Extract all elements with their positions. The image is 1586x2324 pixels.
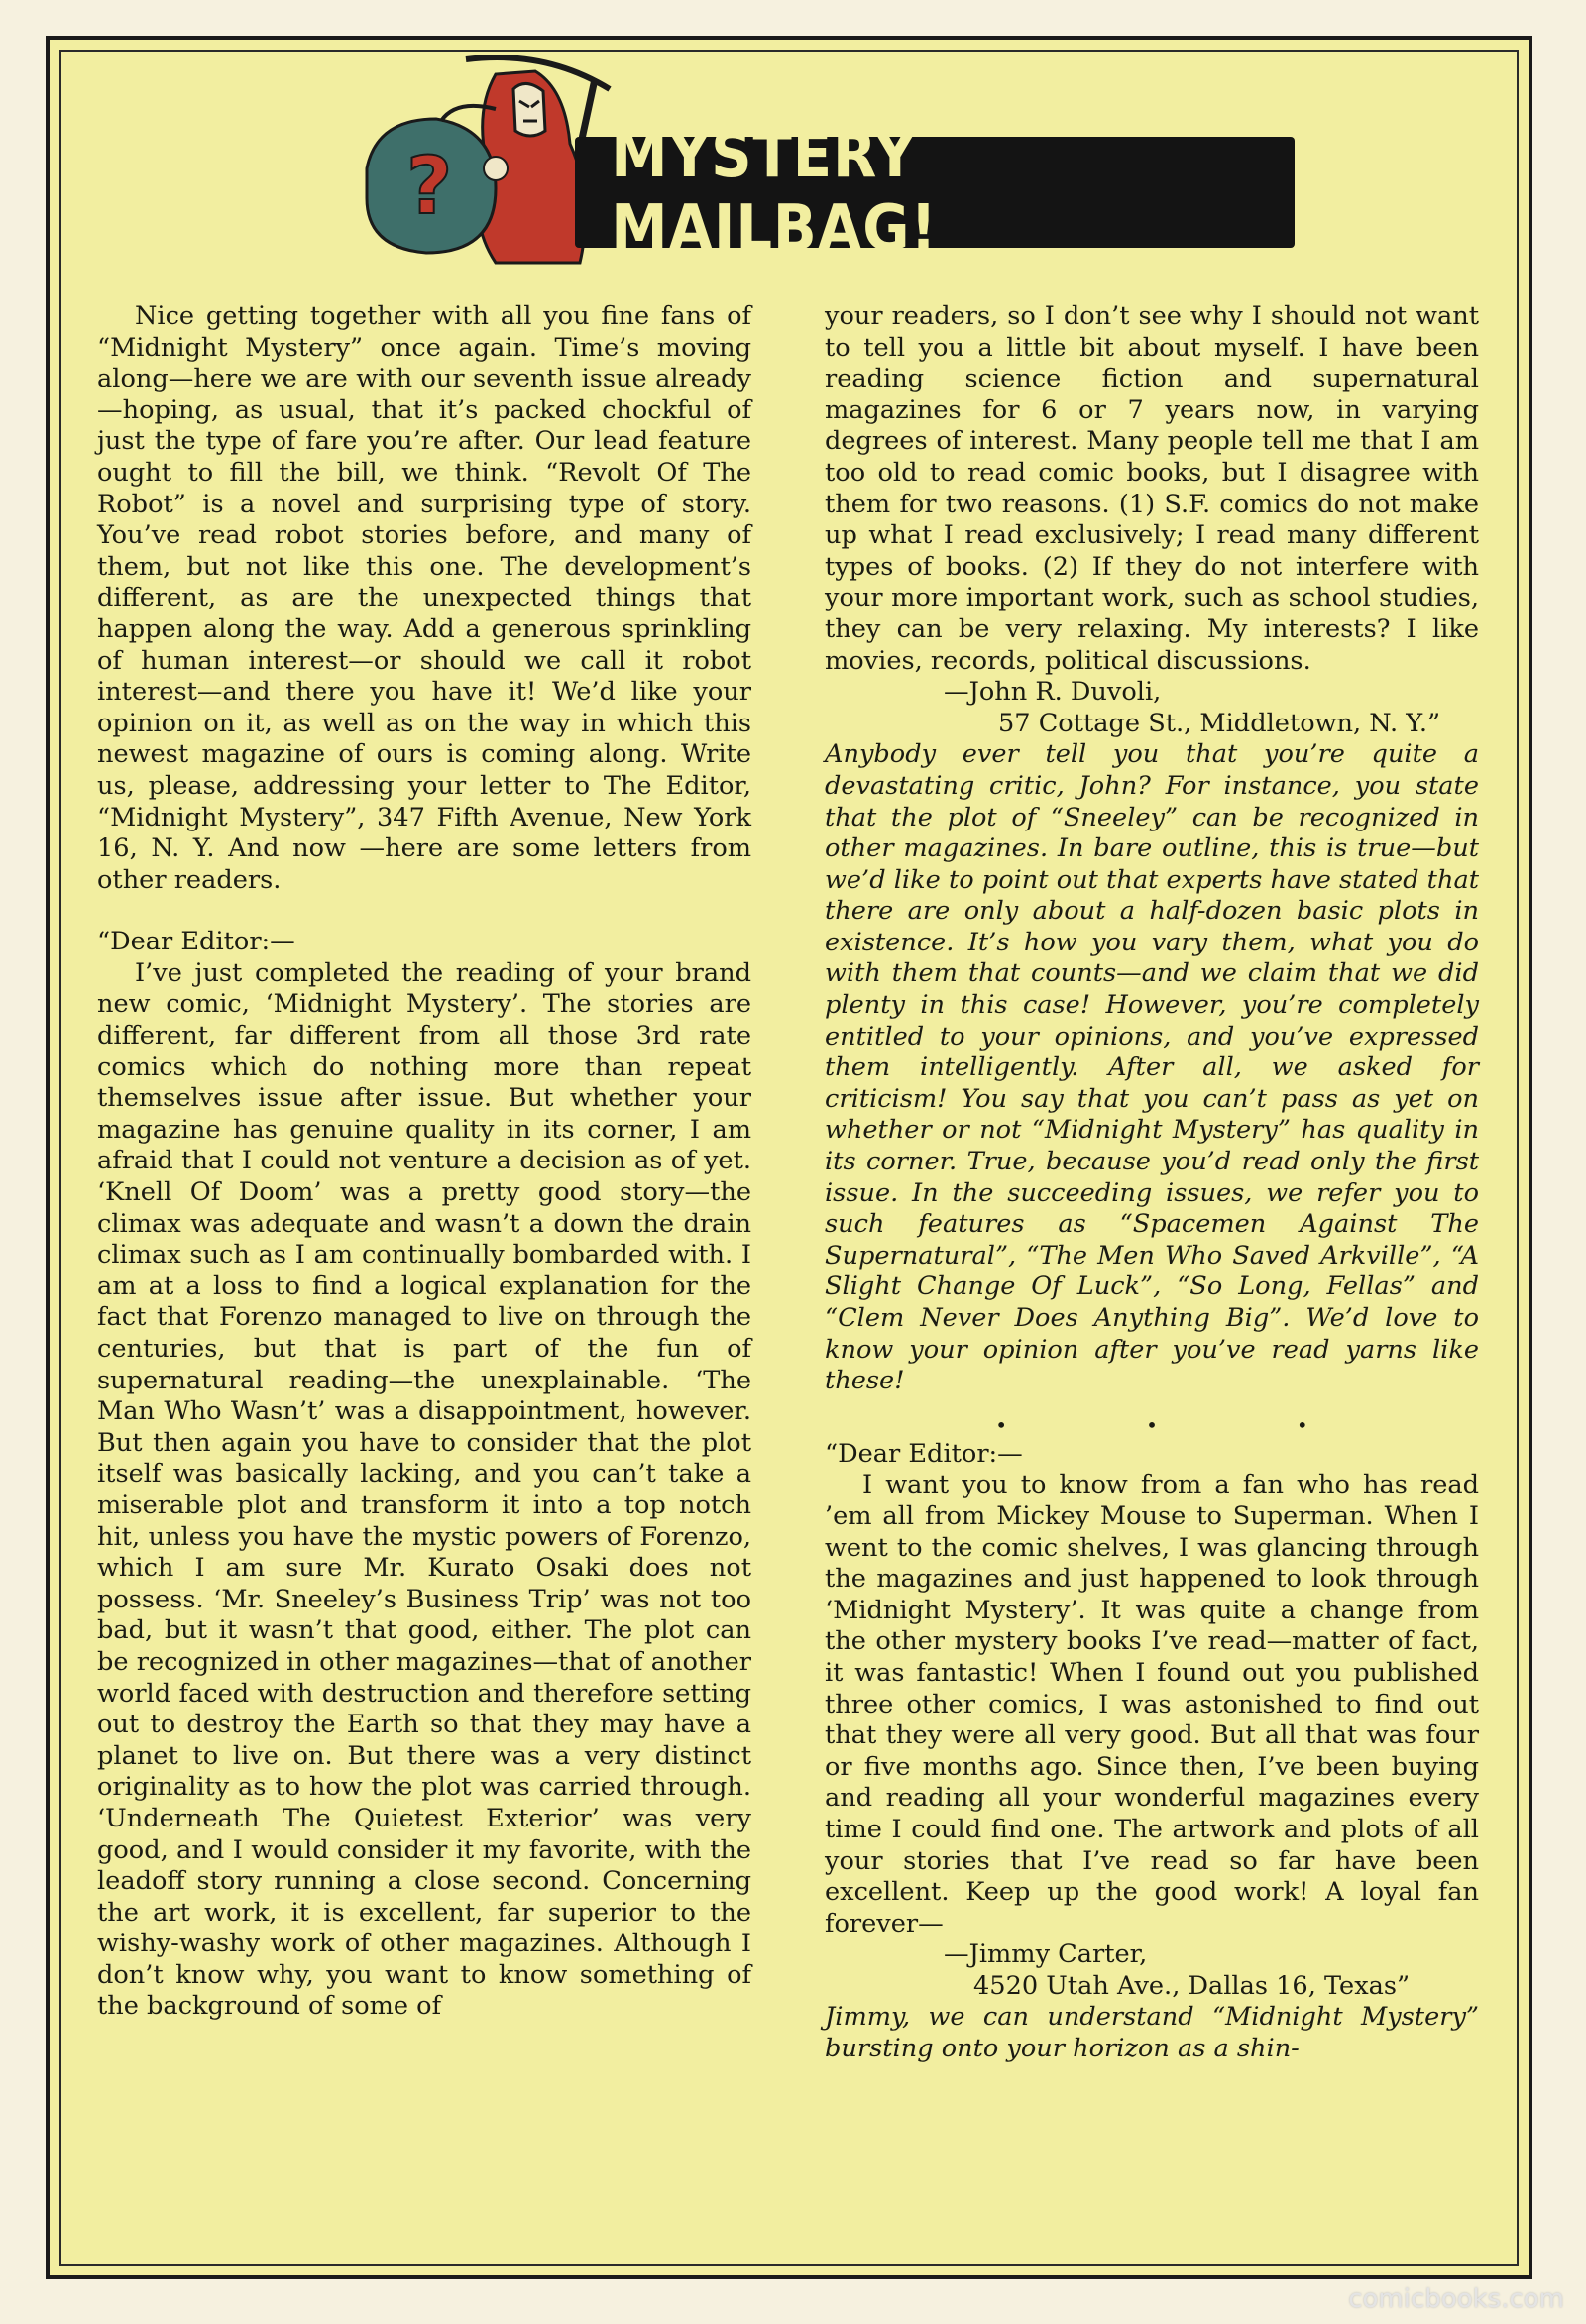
letter-address: 4520 Utah Ave., Dallas 16, Texas” bbox=[973, 1970, 1411, 2001]
section-divider bbox=[825, 1411, 1479, 1439]
right-column bbox=[825, 301, 1479, 2065]
title-banner bbox=[575, 119, 1295, 266]
left-column bbox=[97, 301, 751, 2023]
letter-salutation: “Dear Editor:— bbox=[825, 1438, 1023, 1469]
page-title: MYSTERY MAILBAG! bbox=[611, 119, 938, 266]
letter-continuation: your readers, so I don’t see why I should not want to tell you a little bit about myself. I have been reading science fiction and supernatural magazines for 6 or 7 years now, in varying degrees of interest. Many people tell me that I am too old to read comic books, but I disagree with them for two reasons. (1) S.F. comics do not make up what I read exclusively; I read many different types of books. (2) If they do not interfere with your more important work, such as school studies, they can be very relaxing. My interests? I like movies, records, political discussions. bbox=[825, 301, 1479, 676]
letter-body: I want you to know from a fan who has read ’em all from Mickey Mouse to Superman. When I went to the comic shelves, I was glancing through the magazines and just happened to look through ‘Midnight Mystery’. It was quite a change from the other mystery books I’ve read—matter of fact, it was fantastic! When I found out you published three other comics, I was astonished to find out that they were all very good. But all that was four or five months ago. Since then, I’ve been buying and reading all your wonderful magazines every time I could find one. The artwork and plots of all your stories that I’ve read so far have been excellent. Keep up the good work! A loyal fan forever— bbox=[825, 1470, 1479, 1938]
editor-reply: Jimmy, we can understand “Midnight Mystery” bursting onto your horizon as a shin- bbox=[825, 2002, 1479, 2064]
letter-signature: —John R. Duvoli, bbox=[944, 677, 1162, 708]
editor-reply: Anybody ever tell you that you’re quite a devastating critic, John? For instance, you state that the plot of “Sneeley” can be recognized in other magazines. In bare outline, this is true—but we’d like to point out that experts have stated that there are only about a half-dozen basic plots in existence. It’s how you vary them, what you do with them that counts—and we claim that we did plenty in this case! However, you’re completely entitled to your opinions, and you’ve expressed them intelligently. After all, we asked for criticism! You say that you can’t pass as yet on whether or not “Midnight Mystery” has quality in its corner. True, because you’d read only the first issue. In the succeeding issues, we refer you to such features as “Spacemen Against The Supernatural”, “The Men Who Saved Arkville”, “A Slight Change Of Luck”, “So Long, Fellas” and “Clem Never Does Anything Big”. We’d love to know your opinion after you’ve read yarns like these! bbox=[825, 739, 1479, 1396]
page-frame bbox=[46, 36, 1532, 2279]
divider-star: • bbox=[995, 1412, 1008, 1437]
watermark: comicbooks.com bbox=[1348, 2284, 1564, 2314]
divider-star: • bbox=[1296, 1412, 1308, 1437]
divider-star: • bbox=[1146, 1412, 1158, 1437]
letter-salutation: “Dear Editor:— bbox=[97, 927, 295, 957]
letter-signature: —Jimmy Carter, bbox=[944, 1939, 1148, 1970]
letter-body: I’ve just completed the reading of your brand new comic, ‘Midnight Mystery’. The stories are different, far different from all those 3rd rate comics which do nothing more than repeat themselves issue after issue. But whether your magazine has genuine quality in its corner, I am afraid that I could not venture a decision as of yet. ‘Knell Of Doom’ was a pretty good story—the climax was adequate and wasn’t a down the drain climax such as I am continually bombarded with. I am at a loss to find a logical explanation for the fact that Forenzo managed to live on through the centuries, but that is part of the fun of supernatural reading—the unexplainable. ‘The Man Who Wasn’t’ was a disappointment, however. But then again you have to consider that the plot itself was basically lacking, and you can’t take a miserable plot and transform it into a top notch hit, unless you have the mystic powers of Forenzo, which I am sure Mr. Kurato Osaki does not possess. ‘Mr. Sneeley’s Business Trip’ was not too bad, but it wasn’t that good, either. The plot can be recognized in other magazines—that of another world faced with destruction and therefore setting out to destroy the Earth so that they may have a planet to live on. But there was a very distinct originality as to how the plot was carried through. ‘Underneath The Quietest Exterior’ was very good, and I would consider it my favorite, with the leadoff story running a close second. Concerning the art work, it is excellent, far superior to the wishy-washy work of other magazines. Although I don’t know why, you want to know something of the background of some of bbox=[97, 957, 751, 2022]
editor-intro: Nice getting together with all you fine fans of “Midnight Mystery” once again. Time’s moving along—here we are with our seventh issue already—hoping, as usual, that it’s packed chockful of just the type of fare you’re after. Our lead feature ought to fill the bill, we think. “Revolt Of The Robot” is a novel and surprising type of story. You’ve read robot stories before, and many of them, but not like this one. The development’s different, as are the unexpected things that happen along the way. Add a generous sprinkling of human interest—or should we call it robot interest—and there you have it! We’d like your opinion on it, as well as on the way in which this newest magazine of ours is coming along. Write us, please, addressing your letter to The Editor, “Midnight Mystery”, 347 Fifth Avenue, New York 16, N. Y. And now —here are some letters from other readers. bbox=[97, 301, 751, 895]
letter-address: 57 Cottage St., Middletown, N. Y.” bbox=[998, 708, 1441, 738]
svg-text:?: ? bbox=[406, 140, 453, 232]
header bbox=[50, 40, 1529, 268]
